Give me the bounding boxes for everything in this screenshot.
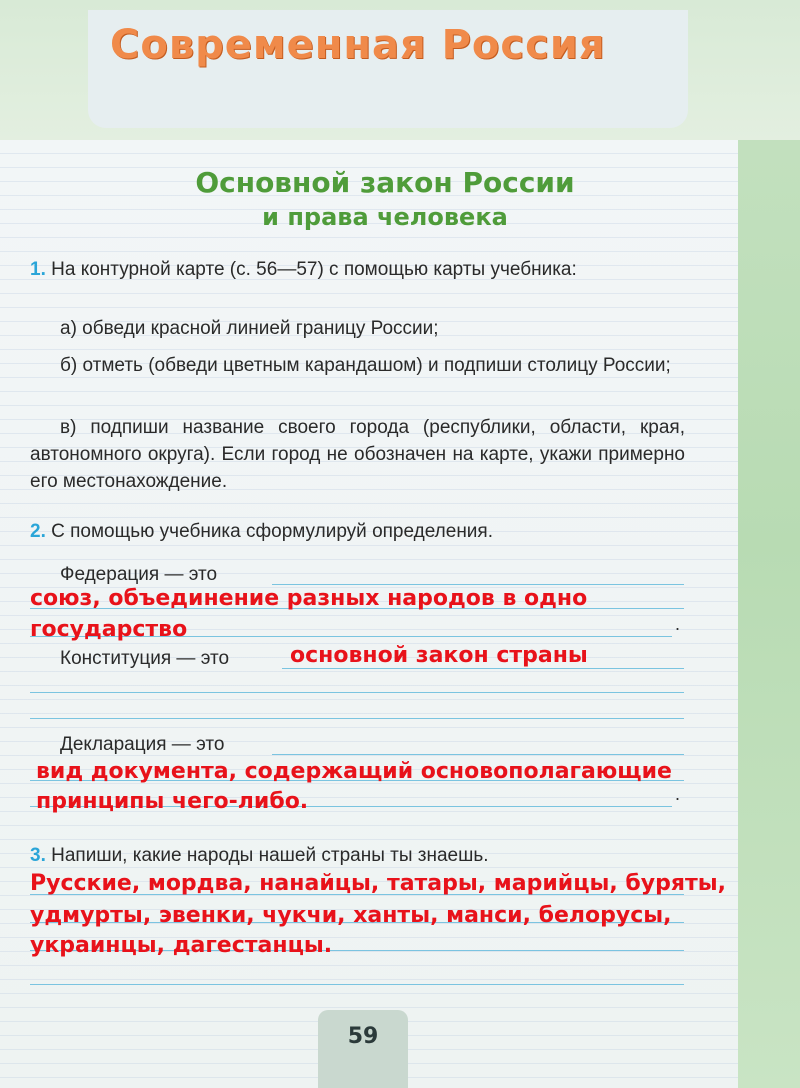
- task-2-number: 2.: [30, 521, 46, 542]
- task-1-item-b: [30, 352, 685, 379]
- line-end-dot: .: [675, 614, 681, 634]
- federation-answer-line-2: государство: [30, 617, 188, 642]
- declaration-answer-line-1: вид документа, содержащий основополагающие: [36, 759, 672, 784]
- answer-line: [272, 754, 684, 755]
- task-3-answer-line-1: Русские, мордва, нанайцы, татары, марийцы, буряты,: [30, 871, 727, 896]
- task-1-item-b-text: б) отметь (обведи цветным карандашом) и подпиши столицу России;: [60, 355, 671, 376]
- task-2-text: С помощью учебника сформулируй определения.: [51, 521, 493, 542]
- page-side-border: [738, 0, 800, 1088]
- task-3-answer-line-2: удмурты, эвенки, чукчи, ханты, манси, белорусы,: [30, 903, 672, 928]
- federation-answer-line-1: союз, объединение разных народов в одно: [30, 586, 588, 611]
- task-2-intro: [30, 518, 685, 545]
- federation-label: Федерация — это: [60, 564, 218, 585]
- task-1-item-a: а) обведи красной линией границу России;: [60, 318, 439, 339]
- answer-line: [30, 718, 684, 719]
- answer-line: [30, 692, 684, 693]
- task-1-item-c: [30, 414, 685, 495]
- task-1-text: На контурной карте (с. 56—57) с помощью карты учебника:: [51, 259, 577, 280]
- section-title: Современная Россия: [110, 22, 606, 68]
- task-1-intro: [30, 256, 685, 283]
- lesson-title-line-2: и права человека: [262, 203, 508, 231]
- task-1-number: 1.: [30, 259, 46, 280]
- task-1-item-c-text: в) подпиши название своего города (республики, области, края, автономного округа). Если город не обозначен на карте, укажи примерно его местонахождение.: [30, 417, 685, 492]
- task-3-number: 3.: [30, 845, 46, 866]
- task-3-text: Напиши, какие народы нашей страны ты знаешь.: [51, 845, 489, 866]
- declaration-label: Декларация — это: [60, 734, 225, 755]
- lesson-title: [100, 166, 670, 234]
- task-3-intro: [30, 842, 685, 869]
- answer-line: [30, 984, 684, 985]
- page-number: 59: [347, 1024, 379, 1049]
- declaration-answer-line-2: принципы чего-либо.: [36, 789, 309, 814]
- lesson-title-line-1: Основной закон России: [195, 166, 575, 199]
- constitution-answer: основной закон страны: [290, 643, 588, 668]
- page-number-tab: [318, 1010, 408, 1088]
- constitution-label: Конституция — это: [60, 648, 230, 669]
- task-3-answer-line-3: украинцы, дагестанцы.: [30, 933, 333, 958]
- line-end-dot: .: [675, 784, 681, 804]
